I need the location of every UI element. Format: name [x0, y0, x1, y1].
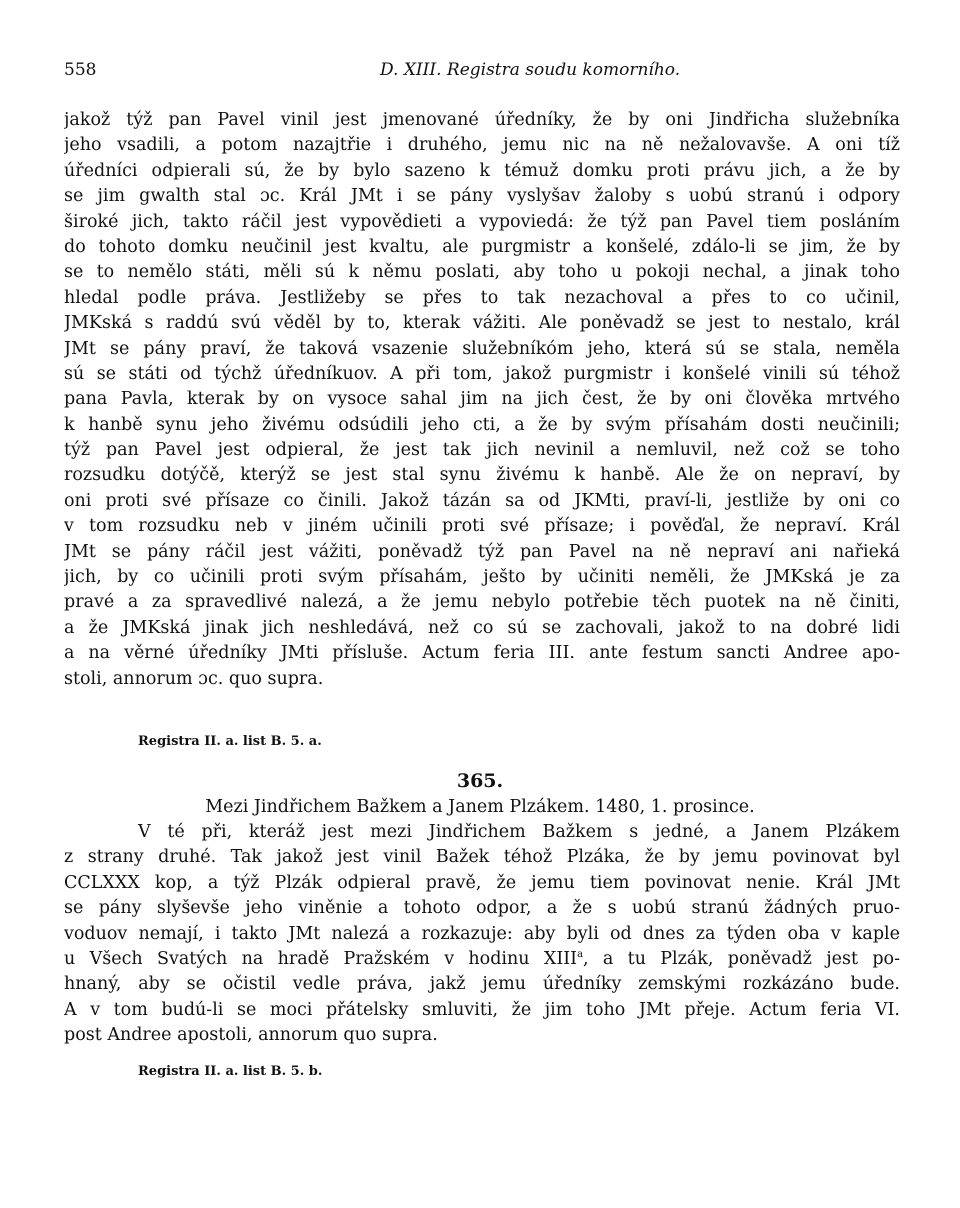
text-line-start: u Všech Svatých na hradě Pražském v hodinu XIII [64, 948, 578, 969]
text-line: široké jich, takto ráčil jest vypovědieti a vypoviedá: že týž pan Pavel tiem posláním [64, 211, 900, 232]
text-line: úředníci odpierali sú, že by bylo sazeno k témuž domku proti právu jich, a že by [64, 160, 900, 181]
text-line: post Andree apostoli, annorum quo supra. [64, 1025, 438, 1046]
text-line: jich, by co učinili proti svým přísahám, ješto by učiniti neměli, že JMKská je za [64, 567, 900, 588]
text-line: sú se státi od týchž úředníkuov. A při tom, jakož purgmistr i konšelé vinili sú téhož [64, 363, 900, 384]
text-line: pana Pavla, kterak by on vysoce sahal jim na jich čest, že by oni člověka mrtvého [64, 389, 900, 410]
entry-365-body [64, 820, 900, 1049]
text-line: a na věrné úředníky JMti přísluše. Actum feria III. ante festum sancti Andree apo- [64, 643, 900, 664]
text-line: a že JMKská jinak jich neshledává, než co sú se zachovali, jakož to na dobré lidi [64, 617, 900, 638]
text-line: z strany druhé. Tak jakož jest vinil Bažek téhož Plzáka, že by jemu povinovat byl [64, 847, 900, 868]
text-line: hnaný, aby se očistil vedle práva, jakž jemu úředníky zemskými rozkázáno bude. [64, 974, 900, 995]
page-number: 558 [64, 60, 97, 80]
text-line: voduov nemají, i takto JMt nalezá a rozkazuje: aby byli od dnes za týden oba v kaple [64, 923, 900, 944]
superscript-marker: a [577, 949, 584, 961]
text-line: k hanbě synu jeho živému odsúdili jeho cti, a že by svým přísahám dosti neučinili; [64, 414, 900, 435]
source-reference: Registra II. a. list B. 5. a. [138, 734, 322, 749]
text-line: JMt se pány praví, že taková vsazenie služebníkóm jeho, která sú se stala, neměla [64, 338, 900, 359]
text-line: JMt se pány ráčil jest vážiti, poněvadž týž pan Pavel na ně nepraví ani nařieká [64, 541, 900, 562]
text-line-end: , a tu Plzák, poněvadž jest po- [583, 948, 900, 969]
text-line: se jim gwalth stal ɔc. Král JMt i se pány vyslyšav žaloby s uobú stranú i odpory [64, 186, 900, 207]
text-line: A v tom budú-li se moci přátelsky smluviti, že jim toho JMt přeje. Actum feria VI. [64, 999, 900, 1020]
page-header [64, 60, 896, 88]
text-line: jeho vsadili, a potom nazajtřie i druhého, jemu nic na ně nežalovavše. A oni tíž [64, 135, 900, 156]
text-line: hledal podle práva. Jestližeby se přes to tak nezachoval a přes to co učinil, [64, 287, 900, 308]
text-line: týž pan Pavel jest odpieral, že jest tak jich nevinil a nemluvil, než což se toho [64, 440, 900, 461]
text-line: se to nemělo státi, měli sú k němu poslati, aby toho u pokoji nechal, a jinak toho [64, 262, 900, 283]
text-line: pravé a za spravedlivé nalezá, a že jemu nebylo potřebie těch puotek na ně činiti, [64, 592, 900, 613]
document-number: 365. [456, 770, 504, 792]
text-line: CCLXXX kop, a týž Plzák odpieral pravě, že jemu tiem povinovat nenie. Král JMt [64, 872, 900, 893]
text-line: rozsudku dotýčě, kterýž se jest stal synu živému k hanbě. Ale že on nepraví, by [64, 465, 900, 486]
entry-prev-body [64, 108, 900, 692]
text-line: stoli, annorum ɔc. quo supra. [64, 668, 324, 689]
text-line: JMKská s raddú svú věděl by to, kterak vážiti. Ale poněvadž se jest to nestalo, král [64, 313, 900, 334]
text-line: do tohoto domku neučinil jest kvaltu, ale purgmistr a konšelé, zdálo-li se jim, že by [64, 236, 900, 257]
text-line: v tom rozsudku neb v jiném učinili proti své přísaze; i pověďal, že nepraví. Král [64, 516, 900, 537]
document-title: Mezi Jindřichem Bažkem a Janem Plzákem. 1480, 1. prosince. [205, 797, 755, 817]
text-line: V té při, kteráž jest mezi Jindřichem Bažkem s jedné, a Janem Plzákem [138, 822, 900, 842]
text-line [64, 947, 900, 972]
text-line: oni proti své přísaze co činili. Jakož tázán sa od JKMti, praví-li, jestliže by oni co [64, 490, 900, 511]
source-reference: Registra II. a. list B. 5. b. [138, 1064, 323, 1079]
running-title: D. XIII. Registra soudu komorního. [380, 60, 681, 80]
text-line: jakož týž pan Pavel vinil jest jmenované úředníky, že by oni Jindřicha služebníka [64, 110, 900, 130]
text-line: se pány slyševše jeho viněnie a tohoto odpor, a že s uobú stranú žádných pruo- [64, 898, 900, 919]
